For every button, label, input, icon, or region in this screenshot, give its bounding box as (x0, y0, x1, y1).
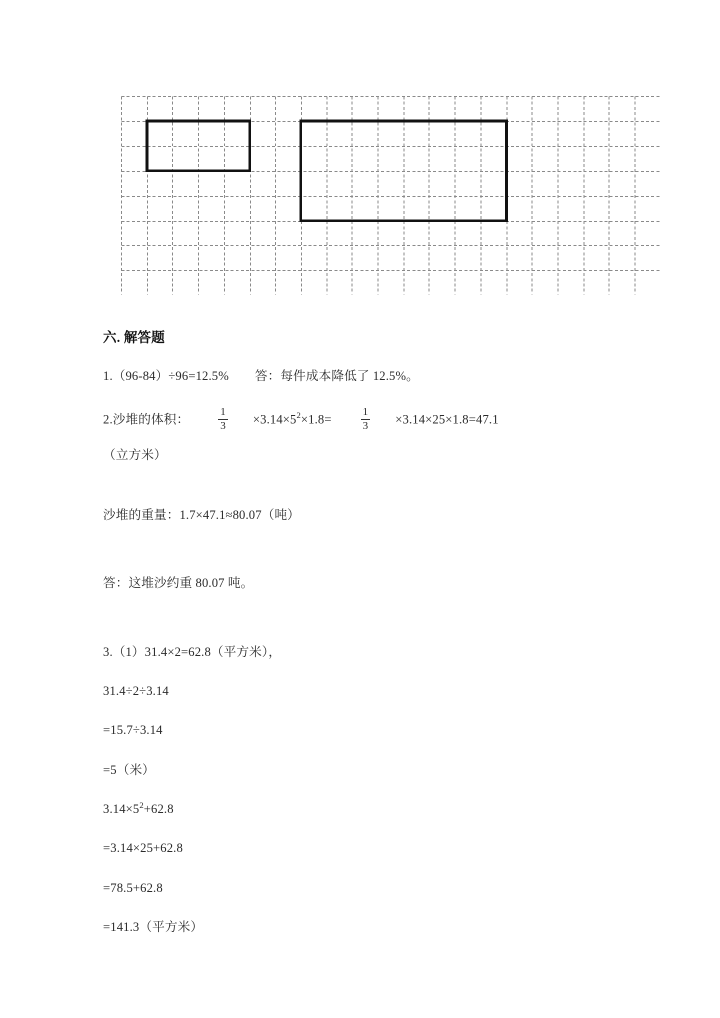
question-2-tail: ×3.14×25×1.8=47.1 (395, 411, 499, 426)
question-3-line-1: 3.（1）31.4×2=62.8（平方米）， (103, 644, 282, 659)
grid-canvas (121, 96, 660, 295)
question-3-line-7: =78.5+62.8 (103, 880, 163, 895)
fraction-numerator: 1 (362, 405, 369, 418)
question-3-line-6: =3.14×25+62.8 (103, 841, 183, 856)
question-3-line-2: 31.4÷2÷3.14 (103, 683, 169, 698)
question-3-line-8: =141.3（平方米） (103, 920, 204, 935)
question-3-line-5 (103, 801, 673, 817)
question-3-line-5-head: 3.14×5 (103, 802, 140, 817)
exponent-two: 2 (296, 409, 301, 420)
question-2-label: 2.沙堆的体积： (103, 411, 190, 426)
fraction-denominator: 3 (362, 419, 369, 432)
grid-figure (121, 96, 660, 295)
question-2-answer-line: 答：这堆沙约重 80.07 吨。 (103, 576, 254, 591)
question-2-mid-tail: ×1.8= (300, 411, 332, 426)
fraction-one-third-first (218, 407, 228, 432)
fraction-numerator: 1 (220, 405, 226, 418)
fraction-one-third-second (361, 407, 371, 432)
question-3-line-5-tail: +62.8 (143, 802, 174, 817)
question-2-mid: ×3.14×5 (252, 411, 297, 426)
question-2-weight-line: 沙堆的重量：1.7×47.1≈80.07（吨） (103, 507, 300, 522)
fraction-denominator: 3 (220, 419, 226, 432)
question-3-line-3: =15.7÷3.14 (103, 723, 163, 738)
question-1-answer: 答：每件成本降低了 12.5%。 (254, 369, 419, 384)
section-heading: 六. 解答题 (103, 330, 165, 345)
exponent-two: 2 (139, 799, 144, 810)
question-2-volume-line (103, 405, 673, 433)
question-1-expression: 1.（96-84）÷96=12.5% (103, 369, 229, 384)
question-3-line-4: =5（米） (103, 762, 155, 777)
question-1-line (103, 368, 673, 384)
question-2-unit-line: （立方米） (103, 447, 167, 462)
solutions-text-body (103, 330, 673, 959)
